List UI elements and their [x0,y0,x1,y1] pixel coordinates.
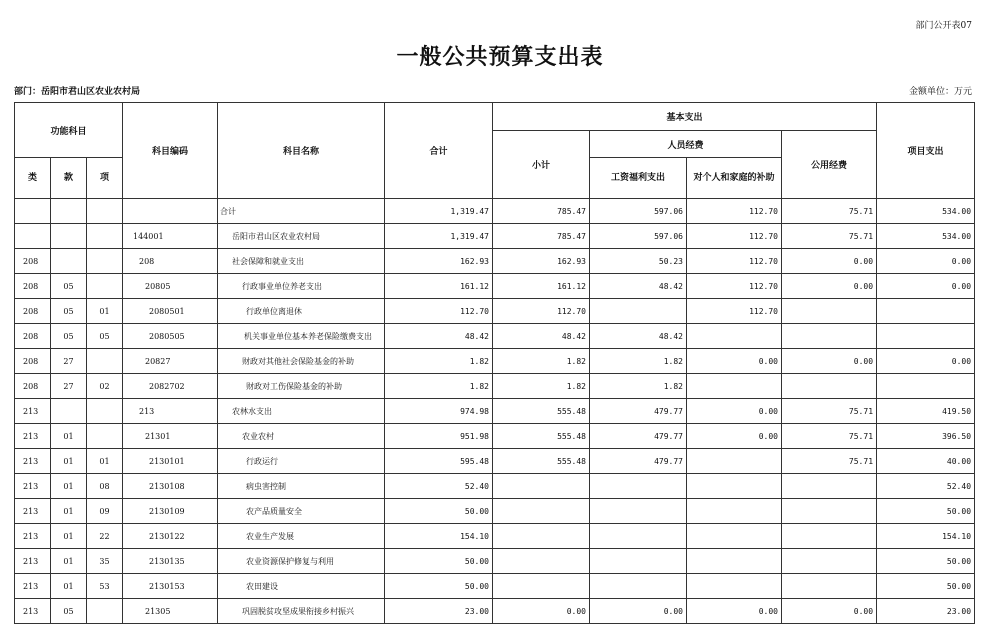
cell-wages [590,549,687,574]
cell-individual [687,324,782,349]
cell-total: 154.10 [385,524,493,549]
cell-individual: 0.00 [687,424,782,449]
cell-individual: 0.00 [687,399,782,424]
cell-xiang [87,424,123,449]
cell-lei: 208 [15,324,51,349]
cell-project: 40.00 [877,449,975,474]
cell-lei: 213 [15,499,51,524]
cell-subtotal: 555.48 [493,399,590,424]
cell-public: 75.71 [782,449,877,474]
page-title: 一般公共预算支出表 [396,44,604,70]
table-row [15,574,975,599]
cell-project: 50.00 [877,574,975,599]
cell-total: 1,319.47 [385,199,493,224]
cell-kuan: 05 [51,274,87,299]
cell-name: 财政对其他社会保险基金的补助 [218,349,385,374]
cell-total: 161.12 [385,274,493,299]
cell-subtotal [493,574,590,599]
cell-project [877,374,975,399]
cell-kuan: 01 [51,549,87,574]
cell-project: 0.00 [877,274,975,299]
cell-wages: 479.77 [590,449,687,474]
cell-wages: 479.77 [590,424,687,449]
table-row [15,224,975,249]
cell-individual: 0.00 [687,349,782,374]
cell-code: 213 [123,399,218,424]
cell-kuan: 27 [51,349,87,374]
cell-project: 0.00 [877,349,975,374]
header-wages: 工资福利支出 [590,158,687,199]
cell-code: 20827 [123,349,218,374]
expenditure-table [14,102,975,624]
cell-xiang [87,399,123,424]
cell-individual [687,574,782,599]
cell-wages: 48.42 [590,274,687,299]
cell-total: 23.00 [385,599,493,624]
cell-xiang: 05 [87,324,123,349]
cell-code: 2082702 [123,374,218,399]
cell-individual [687,374,782,399]
cell-public [782,499,877,524]
cell-code: 2130135 [123,549,218,574]
cell-individual [687,474,782,499]
table-row [15,349,975,374]
form-number: 部门公开表07 [915,21,972,31]
cell-xiang: 01 [87,299,123,324]
cell-wages: 479.77 [590,399,687,424]
cell-name: 岳阳市君山区农业农村局 [218,224,385,249]
cell-kuan: 01 [51,424,87,449]
cell-lei: 213 [15,449,51,474]
cell-kuan [51,249,87,274]
cell-public: 75.71 [782,424,877,449]
cell-code [123,199,218,224]
header-basic-expenditure: 基本支出 [493,103,877,131]
cell-lei: 213 [15,549,51,574]
cell-kuan: 01 [51,449,87,474]
cell-subtotal [493,499,590,524]
cell-total: 50.00 [385,574,493,599]
cell-lei: 213 [15,399,51,424]
header-total: 合计 [385,103,493,199]
cell-name: 农田建设 [218,574,385,599]
cell-lei: 213 [15,424,51,449]
cell-name: 行政事业单位养老支出 [218,274,385,299]
cell-name: 巩固脱贫攻坚成果衔接乡村振兴 [218,599,385,624]
cell-total: 974.98 [385,399,493,424]
cell-subtotal [493,524,590,549]
cell-public: 0.00 [782,349,877,374]
cell-name: 农业农村 [218,424,385,449]
cell-subtotal: 785.47 [493,199,590,224]
cell-kuan [51,224,87,249]
cell-project: 534.00 [877,224,975,249]
cell-xiang [87,599,123,624]
cell-total: 50.00 [385,499,493,524]
cell-public: 0.00 [782,599,877,624]
cell-individual [687,524,782,549]
cell-lei: 213 [15,524,51,549]
cell-kuan: 01 [51,574,87,599]
cell-public [782,549,877,574]
cell-xiang [87,199,123,224]
cell-code: 2130153 [123,574,218,599]
table-row [15,324,975,349]
cell-wages: 50.23 [590,249,687,274]
table-row [15,449,975,474]
cell-public: 75.71 [782,199,877,224]
cell-code: 2080501 [123,299,218,324]
cell-subtotal: 785.47 [493,224,590,249]
cell-public: 75.71 [782,399,877,424]
cell-total: 52.40 [385,474,493,499]
cell-subtotal: 1.82 [493,374,590,399]
cell-individual [687,499,782,524]
cell-total: 162.93 [385,249,493,274]
cell-subtotal: 112.70 [493,299,590,324]
header-subject-name: 科目名称 [218,103,385,199]
cell-name: 行政运行 [218,449,385,474]
cell-subtotal: 162.93 [493,249,590,274]
table-row [15,249,975,274]
cell-kuan: 05 [51,599,87,624]
cell-xiang: 02 [87,374,123,399]
table-row [15,524,975,549]
cell-subtotal [493,549,590,574]
cell-subtotal: 161.12 [493,274,590,299]
table-row [15,299,975,324]
cell-project: 50.00 [877,499,975,524]
header-subtotal: 小计 [493,131,590,199]
cell-project: 52.40 [877,474,975,499]
cell-total: 1.82 [385,374,493,399]
cell-total: 951.98 [385,424,493,449]
cell-xiang: 01 [87,449,123,474]
cell-name: 农林水支出 [218,399,385,424]
cell-name: 社会保障和就业支出 [218,249,385,274]
cell-code: 2130122 [123,524,218,549]
table-row [15,474,975,499]
cell-name: 行政单位离退休 [218,299,385,324]
cell-xiang: 08 [87,474,123,499]
cell-name: 病虫害控制 [218,474,385,499]
cell-name: 机关事业单位基本养老保险缴费支出 [218,324,385,349]
cell-name: 农业生产发展 [218,524,385,549]
cell-public: 75.71 [782,224,877,249]
cell-lei: 208 [15,249,51,274]
table-row [15,499,975,524]
cell-xiang [87,349,123,374]
cell-xiang [87,274,123,299]
cell-xiang: 09 [87,499,123,524]
cell-lei: 208 [15,299,51,324]
amount-unit-label: 金额单位：万元 [908,87,972,97]
cell-wages: 597.06 [590,199,687,224]
cell-wages: 597.06 [590,224,687,249]
cell-project: 0.00 [877,249,975,274]
cell-total: 1.82 [385,349,493,374]
cell-individual: 112.70 [687,249,782,274]
cell-project: 154.10 [877,524,975,549]
cell-project: 534.00 [877,199,975,224]
cell-lei: 208 [15,274,51,299]
cell-name: 农业资源保护修复与利用 [218,549,385,574]
cell-name: 合计 [218,199,385,224]
table-row [15,549,975,574]
cell-wages [590,474,687,499]
header-subject-code: 科目编码 [123,103,218,199]
header-individual-family: 对个人和家庭的补助 [687,158,782,199]
cell-xiang: 22 [87,524,123,549]
cell-code: 2130101 [123,449,218,474]
cell-code: 2130108 [123,474,218,499]
cell-project [877,324,975,349]
table-row [15,199,975,224]
cell-wages [590,299,687,324]
cell-code: 21301 [123,424,218,449]
cell-subtotal: 555.48 [493,424,590,449]
cell-xiang: 53 [87,574,123,599]
header-functional-subject: 功能科目 [15,103,123,158]
cell-wages: 0.00 [590,599,687,624]
cell-individual: 0.00 [687,599,782,624]
header-xiang: 项 [87,158,123,199]
cell-wages [590,524,687,549]
header-personnel: 人员经费 [590,131,782,158]
cell-code: 2130109 [123,499,218,524]
cell-lei: 208 [15,349,51,374]
cell-name: 农产品质量安全 [218,499,385,524]
cell-name: 财政对工伤保险基金的补助 [218,374,385,399]
cell-xiang [87,224,123,249]
header-project-expenditure: 项目支出 [877,103,975,199]
cell-kuan: 01 [51,499,87,524]
cell-xiang: 35 [87,549,123,574]
table-row [15,374,975,399]
table-row [15,424,975,449]
cell-wages [590,499,687,524]
cell-total: 50.00 [385,549,493,574]
cell-lei: 213 [15,474,51,499]
cell-public [782,374,877,399]
cell-individual [687,449,782,474]
cell-wages [590,574,687,599]
cell-kuan: 01 [51,524,87,549]
cell-total: 595.48 [385,449,493,474]
cell-public: 0.00 [782,249,877,274]
cell-individual [687,549,782,574]
cell-code: 2080505 [123,324,218,349]
cell-public [782,474,877,499]
cell-project: 50.00 [877,549,975,574]
cell-subtotal: 1.82 [493,349,590,374]
cell-wages: 1.82 [590,374,687,399]
table-row [15,399,975,424]
cell-public [782,299,877,324]
cell-code: 144001 [123,224,218,249]
cell-individual: 112.70 [687,224,782,249]
cell-subtotal: 0.00 [493,599,590,624]
cell-individual: 112.70 [687,199,782,224]
cell-wages: 48.42 [590,324,687,349]
cell-wages: 1.82 [590,349,687,374]
cell-individual: 112.70 [687,274,782,299]
header-lei: 类 [15,158,51,199]
department-label: 部门：岳阳市君山区农业农村局 [14,87,141,97]
cell-lei: 208 [15,374,51,399]
cell-project [877,299,975,324]
cell-public [782,524,877,549]
cell-lei: 213 [15,574,51,599]
cell-public [782,324,877,349]
cell-code: 20805 [123,274,218,299]
cell-project: 419.50 [877,399,975,424]
cell-total: 1,319.47 [385,224,493,249]
cell-code: 21305 [123,599,218,624]
cell-kuan: 05 [51,299,87,324]
cell-code: 208 [123,249,218,274]
header-public-funds: 公用经费 [782,131,877,199]
cell-project: 396.50 [877,424,975,449]
cell-subtotal: 48.42 [493,324,590,349]
cell-total: 112.70 [385,299,493,324]
cell-lei: 213 [15,599,51,624]
cell-kuan [51,199,87,224]
header-kuan: 款 [51,158,87,199]
cell-xiang [87,249,123,274]
cell-kuan: 27 [51,374,87,399]
cell-public: 0.00 [782,274,877,299]
cell-lei [15,224,51,249]
cell-kuan: 01 [51,474,87,499]
cell-subtotal: 555.48 [493,449,590,474]
table-row [15,599,975,624]
cell-kuan: 05 [51,324,87,349]
cell-project: 23.00 [877,599,975,624]
cell-lei [15,199,51,224]
table-row [15,274,975,299]
cell-kuan [51,399,87,424]
cell-public [782,574,877,599]
cell-individual: 112.70 [687,299,782,324]
cell-subtotal [493,474,590,499]
cell-total: 48.42 [385,324,493,349]
